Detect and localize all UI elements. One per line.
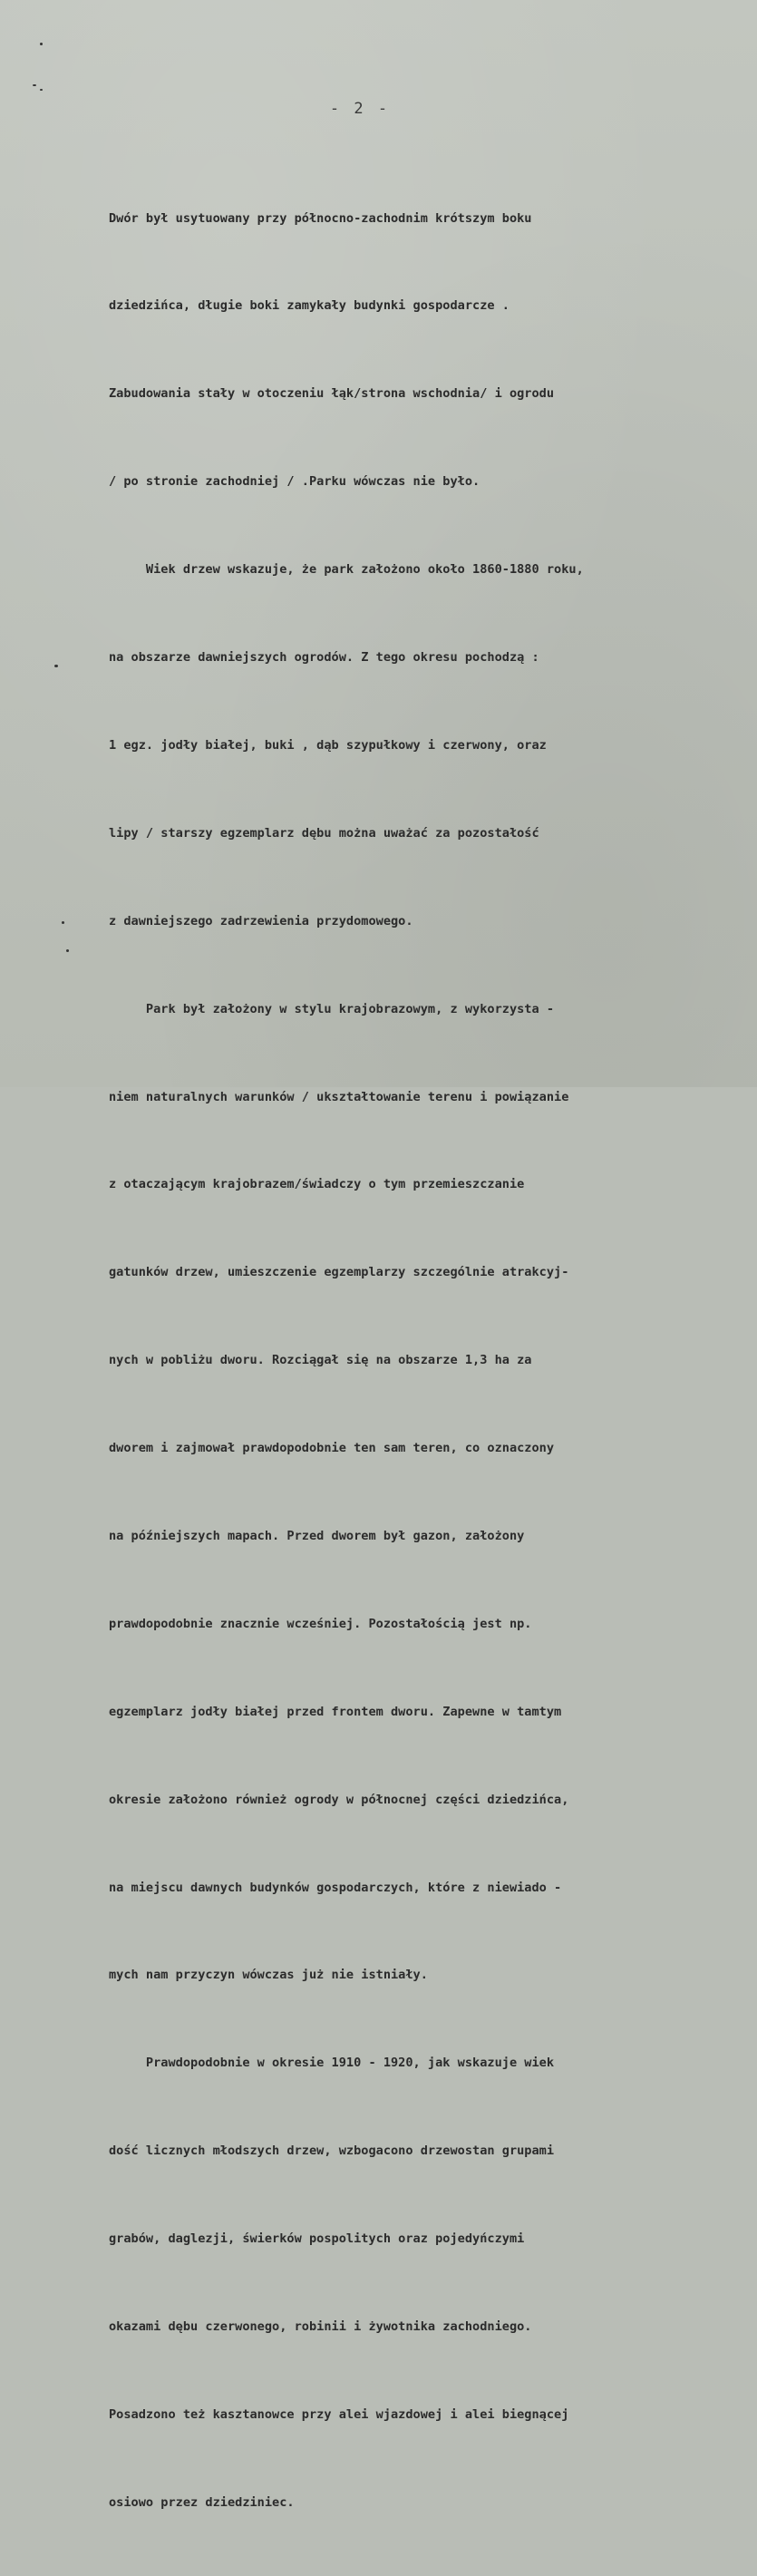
text-line: Posadzono też kasztanowce przy alei wjazdowej i alei biegnącej [109, 2406, 569, 2422]
text-line: z otaczającym krajobrazem/świadczy o tym przemieszczanie [109, 1177, 525, 1192]
page-number: - 2 - [329, 100, 391, 118]
text-line: gatunków drzew, umieszczenie egzemplarzy szczególnie atrakcyj- [109, 1265, 569, 1280]
text-line: Wiek drzew wskazuje, że park założono około 1860-1880 roku, [109, 562, 584, 578]
scan-speck [40, 89, 43, 91]
text-line: z dawniejszego zadrzewienia przydomowego. [109, 913, 413, 928]
text-line: na późniejszych mapach. Przed dworem był gazon, założony [109, 1528, 525, 1543]
text-line: dziedzińca, długie boki zamykały budynki gospodarcze . [109, 298, 510, 314]
text-line: mych nam przyczyn wówczas już nie istniały. [109, 1968, 428, 1983]
text-line: okresie założono również ogrody w północnej części dziedzińca, [109, 1792, 569, 1807]
text-line: egzemplarz jodły białej przed frontem dworu. Zapewne w tamtym [109, 1704, 562, 1719]
text-line: Prawdopodobnie w okresie 1910 - 1920, jak wskazuje wiek [109, 2056, 555, 2071]
text-line: grabów, daglezji, świerków pospolitych oraz pojedyńczymi [109, 2231, 525, 2247]
scan-speck [54, 665, 58, 667]
text-line: dworem i zajmował prawdopodobnie ten sam teren, co oznaczony [109, 1441, 555, 1456]
text-line: dość licznych młodszych drzew, wzbogacono drzewostan grupami [109, 2143, 555, 2159]
text-line: Zabudowania stały w otoczeniu łąk/strona wschodnia/ i ogrodu [109, 386, 555, 402]
scan-speck [33, 84, 36, 86]
text-line: prawdopodobnie znacznie wcześniej. Pozostałością jest np. [109, 1616, 532, 1631]
text-line: 1 egz. jodły białej, buki , dąb szypułkowy i czerwony, oraz [109, 737, 547, 753]
text-line: na miejscu dawnych budynków gospodarczych, które z niewiado - [109, 1880, 562, 1895]
text-line: lipy / starszy egzemplarz dębu można uważać za pozostałość [109, 825, 539, 841]
text-line: Park był założony w stylu krajobrazowym, z wykorzysta - [109, 1001, 555, 1016]
scan-speck [62, 921, 64, 924]
text-line: okazami dębu czerwonego, robinii i żywotnika zachodniego. [109, 2318, 532, 2334]
text-line: niem naturalnych warunków / ukształtowanie terenu i powiązanie [109, 1089, 569, 1104]
body-text [109, 145, 743, 2576]
text-line: osiowo przez dziedziniec. [109, 2494, 295, 2510]
text-line: na obszarze dawniejszych ogrodów. Z tego okresu pochodzą : [109, 650, 539, 666]
scan-speck [66, 949, 69, 952]
text-line: nych w pobliżu dworu. Rozciągał się na obszarze 1,3 ha za [109, 1353, 532, 1368]
text-line: Dwór był usytuowany przy północno-zachodnim krótszym boku [109, 210, 532, 226]
scan-speck [40, 43, 43, 45]
text-line: / po stronie zachodniej / .Parku wówczas nie było. [109, 474, 480, 490]
